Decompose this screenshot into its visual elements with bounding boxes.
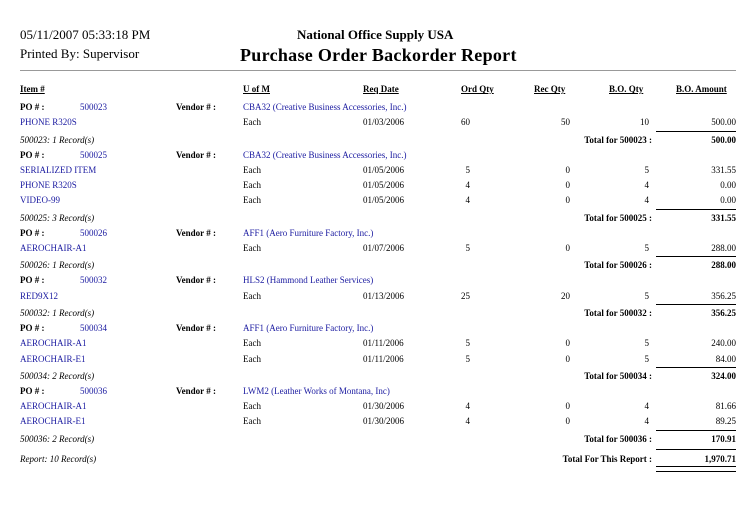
item-bo-qty: 5 (644, 164, 649, 175)
po-record-count: 500023: 1 Record(s) (20, 134, 95, 145)
item-number: PHONE R320S (20, 117, 77, 128)
po-number: 500032 (80, 275, 107, 286)
item-number: AEROCHAIR-A1 (20, 243, 87, 254)
po-label: PO # : (20, 275, 45, 286)
item-rec-qty: 0 (565, 338, 570, 349)
item-bo-amount: 81.66 (715, 401, 736, 412)
po-total-amount: 331.55 (711, 212, 736, 223)
po-header-row (0, 100, 754, 115)
item-number: AEROCHAIR-E1 (20, 416, 86, 427)
po-total-amount: 170.91 (711, 433, 736, 444)
item-rec-qty: 0 (565, 195, 570, 206)
item-uom: Each (243, 195, 261, 206)
item-req-date: 01/05/2006 (363, 180, 405, 191)
po-label: PO # : (20, 322, 45, 333)
total-rule (656, 367, 736, 368)
item-row (0, 241, 754, 256)
item-bo-amount: 240.00 (711, 338, 736, 349)
item-bo-qty: 4 (644, 401, 649, 412)
total-rule (656, 209, 736, 210)
po-label: PO # : (20, 227, 45, 238)
vendor-label: Vendor # : (176, 275, 217, 286)
vendor-name: AFF1 (Aero Furniture Factory, Inc.) (243, 227, 374, 238)
po-total-amount: 324.00 (711, 370, 736, 381)
item-bo-amount: 331.55 (711, 164, 736, 175)
item-ord-qty: 5 (465, 353, 470, 364)
item-bo-qty: 10 (640, 117, 649, 128)
item-row (0, 193, 754, 208)
item-rec-qty: 0 (565, 416, 570, 427)
item-number: SERIALIZED ITEM (20, 164, 97, 175)
item-number: VIDEO-99 (20, 195, 60, 206)
vendor-name: CBA32 (Creative Business Accessories, Inc.) (243, 102, 407, 112)
item-bo-qty: 5 (644, 290, 649, 301)
item-bo-amount: 356.25 (711, 290, 736, 301)
item-number: AEROCHAIR-E1 (20, 353, 86, 364)
vendor-label: Vendor # : (176, 149, 217, 160)
item-bo-amount: 0.00 (720, 180, 736, 191)
po-number: 500034 (80, 322, 107, 333)
item-req-date: 01/11/2006 (363, 338, 404, 349)
po-total-label: Total for 500036 : (584, 433, 652, 444)
report-datetime: 05/11/2007 05:33:18 PM (20, 27, 151, 42)
vendor-name: HLS2 (Hammond Leather Services) (243, 275, 374, 286)
po-label: PO # : (20, 385, 45, 396)
po-total-label: Total for 500032 : (584, 307, 652, 318)
item-bo-amount: 500.00 (711, 117, 736, 128)
item-ord-qty: 25 (461, 290, 470, 301)
header-rule (20, 70, 736, 71)
vendor-label: Vendor # : (176, 227, 217, 238)
item-req-date: 01/03/2006 (363, 117, 405, 128)
po-number: 500025 (80, 149, 107, 160)
printed-by: Printed By: Supervisor (20, 46, 140, 61)
po-number: 500036 (80, 385, 107, 396)
item-row (0, 399, 754, 414)
item-number: PHONE R320S (20, 180, 77, 191)
po-header-row (0, 226, 754, 241)
item-bo-amount: 0.00 (720, 195, 736, 206)
total-rule (656, 430, 736, 431)
item-ord-qty: 4 (465, 195, 470, 206)
item-rec-qty: 0 (565, 180, 570, 191)
po-total-row (0, 131, 754, 148)
item-uom: Each (243, 416, 261, 427)
item-bo-qty: 4 (644, 416, 649, 427)
vendor-label: Vendor # : (176, 385, 217, 396)
po-total-amount: 500.00 (711, 134, 736, 145)
po-record-count: 500025: 3 Record(s) (20, 212, 95, 223)
item-ord-qty: 60 (461, 117, 470, 128)
item-req-date: 01/07/2006 (363, 243, 405, 254)
item-bo-amount: 89.25 (715, 416, 736, 427)
item-bo-qty: 4 (644, 195, 649, 206)
po-number: 500026 (80, 227, 107, 238)
col-req-date: Req Date (363, 84, 399, 94)
po-total-row (0, 256, 754, 273)
item-rec-qty: 0 (565, 401, 570, 412)
total-rule (656, 304, 736, 305)
col-ord-qty: Ord Qty (461, 84, 494, 94)
vendor-name: AFF1 (Aero Furniture Factory, Inc.) (243, 322, 374, 333)
item-row (0, 289, 754, 304)
report-total-double-rule (656, 466, 736, 472)
company-name: National Office Supply USA (297, 27, 454, 42)
item-bo-qty: 4 (644, 180, 649, 191)
po-record-count: 500032: 1 Record(s) (20, 307, 95, 318)
po-number: 500023 (80, 102, 107, 112)
report-record-count: Report: 10 Record(s) (20, 453, 97, 464)
po-total-label: Total for 500023 : (584, 134, 652, 145)
po-total-row (0, 209, 754, 226)
col-rec-qty: Rec Qty (534, 84, 566, 94)
item-uom: Each (243, 290, 261, 301)
po-total-row (0, 367, 754, 384)
po-total-amount: 288.00 (711, 260, 736, 271)
item-uom: Each (243, 180, 261, 191)
item-bo-amount: 288.00 (711, 243, 736, 254)
item-ord-qty: 5 (465, 338, 470, 349)
item-rec-qty: 0 (565, 164, 570, 175)
item-rec-qty: 0 (565, 243, 570, 254)
po-label: PO # : (20, 149, 45, 160)
item-req-date: 01/30/2006 (363, 401, 405, 412)
item-uom: Each (243, 164, 261, 175)
item-ord-qty: 4 (465, 401, 470, 412)
item-uom: Each (243, 243, 261, 254)
po-header-row (0, 321, 754, 336)
po-header-row (0, 384, 754, 399)
item-req-date: 01/30/2006 (363, 416, 405, 427)
item-ord-qty: 5 (465, 164, 470, 175)
item-ord-qty: 4 (465, 180, 470, 191)
item-row (0, 163, 754, 178)
item-number: AEROCHAIR-A1 (20, 401, 87, 412)
po-total-amount: 356.25 (711, 307, 736, 318)
item-req-date: 01/11/2006 (363, 353, 404, 364)
po-total-label: Total for 500034 : (584, 370, 652, 381)
item-rec-qty: 20 (561, 290, 570, 301)
vendor-label: Vendor # : (176, 102, 217, 112)
item-bo-qty: 5 (644, 353, 649, 364)
po-record-count: 500036: 2 Record(s) (20, 433, 95, 444)
item-bo-qty: 5 (644, 338, 649, 349)
item-row (0, 115, 754, 130)
item-bo-amount: 84.00 (715, 353, 736, 364)
report-total-label: Total For This Report : (562, 453, 652, 464)
report-title: Purchase Order Backorder Report (240, 45, 517, 65)
report-total-row (0, 449, 754, 469)
po-total-label: Total for 500026 : (584, 260, 652, 271)
item-uom: Each (243, 401, 261, 412)
report-body (0, 100, 754, 469)
col-uom: U of M (243, 84, 270, 94)
po-label: PO # : (20, 102, 45, 112)
item-row (0, 414, 754, 429)
item-req-date: 01/05/2006 (363, 195, 405, 206)
item-rec-qty: 50 (561, 117, 570, 128)
item-req-date: 01/05/2006 (363, 164, 405, 175)
item-ord-qty: 4 (465, 416, 470, 427)
vendor-label: Vendor # : (176, 322, 217, 333)
po-record-count: 500034: 2 Record(s) (20, 370, 95, 381)
item-bo-qty: 5 (644, 243, 649, 254)
po-header-row (0, 273, 754, 288)
item-number: AEROCHAIR-A1 (20, 338, 87, 349)
total-rule (656, 131, 736, 132)
po-total-label: Total for 500025 : (584, 212, 652, 223)
item-row (0, 178, 754, 193)
vendor-name: LWM2 (Leather Works of Montana, Inc) (243, 385, 390, 396)
col-bo-qty: B.O. Qty (609, 84, 644, 94)
item-row (0, 336, 754, 351)
total-rule (656, 256, 736, 257)
item-rec-qty: 0 (565, 353, 570, 364)
po-record-count: 500026: 1 Record(s) (20, 260, 95, 271)
item-uom: Each (243, 338, 261, 349)
report-total-amount: 1,970.71 (704, 453, 736, 464)
po-total-row (0, 430, 754, 447)
col-item: Item # (20, 84, 45, 94)
item-number: RED9X12 (20, 290, 58, 301)
po-header-row (0, 148, 754, 163)
item-uom: Each (243, 353, 261, 364)
po-total-row (0, 304, 754, 321)
report-total-rule (656, 449, 736, 450)
item-row (0, 352, 754, 367)
item-uom: Each (243, 117, 261, 128)
item-ord-qty: 5 (465, 243, 470, 254)
col-bo-amount: B.O. Amount (676, 84, 727, 94)
vendor-name: CBA32 (Creative Business Accessories, Inc.) (243, 149, 407, 160)
item-req-date: 01/13/2006 (363, 290, 405, 301)
